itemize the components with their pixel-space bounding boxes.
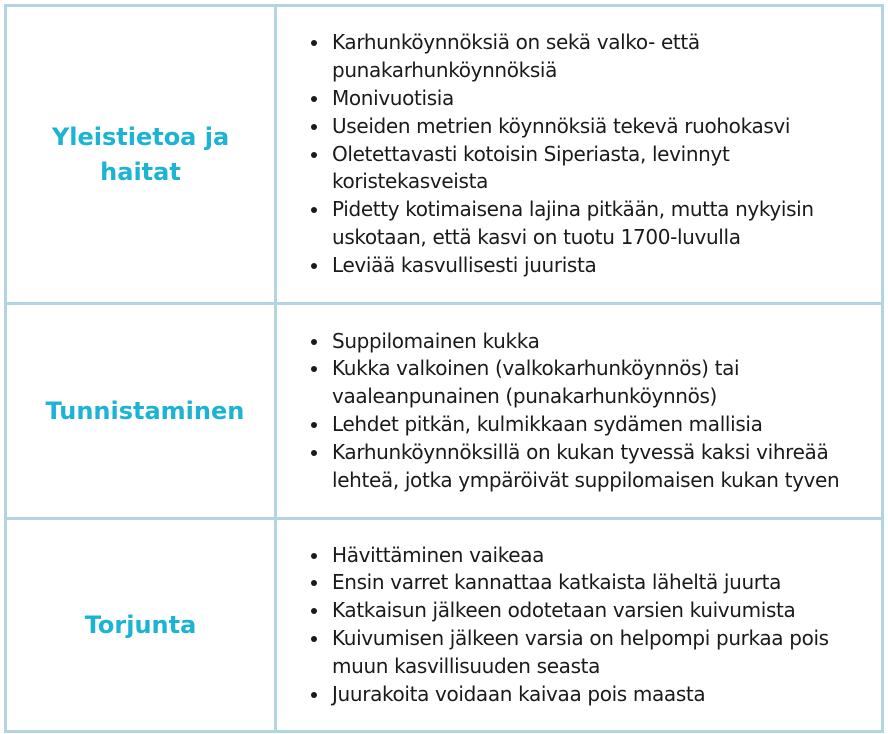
bullet-list bbox=[277, 328, 881, 495]
list-item: • Suppilomainen kukka bbox=[330, 328, 871, 356]
heading-cell bbox=[6, 304, 276, 519]
content-cell bbox=[276, 304, 883, 519]
list-item: • Pidetty kotimaisena lajina pitkään, mutta nykyisin uskotaan, että kasvi on tuotu 1700-luvulla bbox=[330, 196, 871, 252]
row-heading: Yleistietoa ja haitat bbox=[51, 122, 230, 186]
table-row bbox=[6, 6, 883, 304]
list-item: • Ensin varret kannattaa katkaista läheltä juurta bbox=[330, 569, 871, 597]
table-row bbox=[6, 304, 883, 519]
content-cell bbox=[276, 6, 883, 304]
heading-cell bbox=[6, 6, 276, 304]
content-cell bbox=[276, 519, 883, 732]
list-item: • Leviää kasvullisesti juurista bbox=[330, 252, 871, 280]
list-item: • Monivuotisia bbox=[330, 85, 871, 113]
list-item: • Lehdet pitkän, kulmikkaan sydämen mallisia bbox=[330, 411, 871, 439]
list-item: • Karhunköynnöksiä on sekä valko- että punakarhunköynnöksiä bbox=[330, 29, 871, 85]
list-item: • Hävittäminen vaikeaa bbox=[330, 542, 871, 570]
table-row bbox=[6, 519, 883, 732]
list-item: • Kukka valkoinen (valkokarhunköynnös) tai vaaleanpunainen (punakarhunköynnös) bbox=[330, 355, 871, 411]
list-item: • Oletettavasti kotoisin Siperiasta, levinnyt koristekasveista bbox=[330, 141, 871, 197]
row-heading: Tunnistaminen bbox=[45, 396, 245, 425]
bullet-list bbox=[277, 29, 881, 279]
bullet-list bbox=[277, 542, 881, 709]
row-heading: Torjunta bbox=[84, 610, 197, 639]
list-item: • Useiden metrien köynnöksiä tekevä ruohokasvi bbox=[330, 113, 871, 141]
list-item: • Juurakoita voidaan kaivaa pois maasta bbox=[330, 681, 871, 709]
list-item: • Kuivumisen jälkeen varsia on helpompi purkaa pois muun kasvillisuuden seasta bbox=[330, 625, 871, 681]
info-table bbox=[4, 4, 884, 733]
list-item: • Katkaisun jälkeen odotetaan varsien kuivumista bbox=[330, 597, 871, 625]
list-item: • Karhunköynnöksillä on kukan tyvessä kaksi vihreää lehteä, jotka ympäröivät suppilomaisen kukan tyven bbox=[330, 439, 871, 495]
heading-cell bbox=[6, 519, 276, 732]
